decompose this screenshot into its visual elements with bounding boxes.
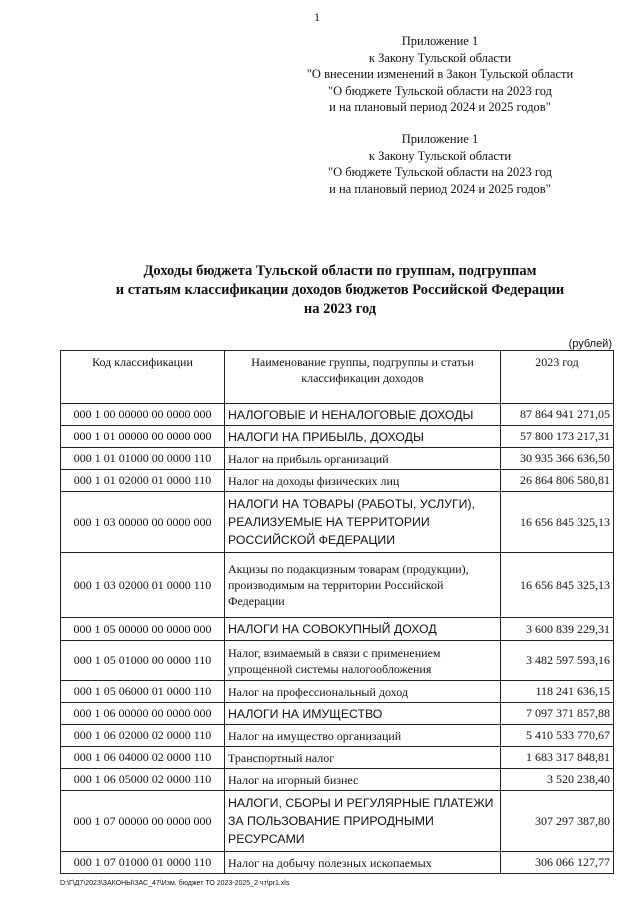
table-row	[61, 681, 614, 703]
row-name: НАЛОГОВЫЕ И НЕНАЛОГОВЫЕ ДОХОДЫ	[225, 404, 501, 426]
title-line: Доходы бюджета Тульской области по группам, подгруппам	[143, 263, 537, 279]
table-row	[61, 618, 614, 641]
units-label: (рублей)	[568, 338, 612, 350]
row-code: 000 1 05 06000 01 0000 110	[61, 681, 225, 703]
row-code: 000 1 01 01000 00 0000 110	[61, 448, 225, 470]
table-row	[61, 725, 614, 747]
row-name: Акцизы по подакцизным товарам (продукции), производимым на территории Российской Федерации	[225, 553, 501, 618]
row-name: Налог на профессиональный доход	[225, 681, 501, 703]
appendix-line: к Закону Тульской области	[368, 50, 512, 65]
row-value: 118 241 636,15	[501, 681, 614, 703]
file-path: D:\Г\Д7\2023\ЗАКОНЫ\ЗАС_47\Изм. бюджет ТО 2023-2025_2 чт\pr1.xls	[60, 880, 290, 887]
row-name: Налог на имущество организаций	[225, 725, 501, 747]
title-line: на 2023 год	[303, 301, 377, 317]
row-value: 306 066 127,77	[501, 852, 614, 874]
row-value: 16 656 845 325,13	[501, 492, 614, 553]
row-code: 000 1 01 00000 00 0000 000	[61, 426, 225, 448]
row-name: Налог на доходы физических лиц	[225, 470, 501, 492]
row-value: 7 097 371 857,88	[501, 703, 614, 725]
title-line: и статьям классификации доходов бюджетов Российской Федерации	[115, 282, 565, 298]
row-name: Налог, взимаемый в связи с применением упрощенной системы налогообложения	[225, 641, 501, 681]
appendix-original	[290, 131, 590, 197]
row-code: 000 1 07 01000 01 0000 110	[61, 852, 225, 874]
row-name: НАЛОГИ, СБОРЫ И РЕГУЛЯРНЫЕ ПЛАТЕЖИ ЗА ПОЛЬЗОВАНИЕ ПРИРОДНЫМИ РЕСУРСАМИ	[225, 791, 501, 852]
row-value: 3 600 839 229,31	[501, 618, 614, 641]
appendix-line: и на плановый период 2024 и 2025 годов"	[329, 181, 551, 196]
row-name: НАЛОГИ НА СОВОКУПНЫЙ ДОХОД	[225, 618, 501, 641]
table-row	[61, 747, 614, 769]
row-value: 5 410 533 770,67	[501, 725, 614, 747]
row-name: Налог на прибыль организаций	[225, 448, 501, 470]
row-code: 000 1 05 01000 00 0000 110	[61, 641, 225, 681]
table-row	[61, 426, 614, 448]
table-row	[61, 470, 614, 492]
row-value: 30 935 366 636,50	[501, 448, 614, 470]
row-value: 57 800 173 217,31	[501, 426, 614, 448]
header-code: Код классификации	[61, 351, 225, 404]
table-header-row	[61, 351, 614, 404]
table-row	[61, 852, 614, 874]
row-name: НАЛОГИ НА ТОВАРЫ (РАБОТЫ, УСЛУГИ), РЕАЛИЗУЕМЫЕ НА ТЕРРИТОРИИ РОССИЙСКОЙ ФЕДЕРАЦИИ	[225, 492, 501, 553]
row-code: 000 1 06 02000 02 0000 110	[61, 725, 225, 747]
table-row	[61, 703, 614, 725]
row-value: 307 297 387,80	[501, 791, 614, 852]
row-code: 000 1 00 00000 00 0000 000	[61, 404, 225, 426]
row-code: 000 1 01 02000 01 0000 110	[61, 470, 225, 492]
appendix-line: Приложение 1	[401, 34, 479, 48]
row-value: 26 864 806 580,81	[501, 470, 614, 492]
appendix-line: "О бюджете Тульской области на 2023 год	[328, 165, 552, 179]
appendix-line: "О бюджете Тульской области на 2023 год	[328, 83, 552, 98]
table-row	[61, 492, 614, 553]
row-value: 3 520 238,40	[501, 769, 614, 791]
row-name: Налог на добычу полезных ископаемых	[225, 852, 501, 874]
row-name: Налог на игорный бизнес	[225, 769, 501, 791]
document-title	[60, 262, 620, 319]
appendix-line: к Закону Тульской области	[368, 148, 512, 163]
table-row	[61, 553, 614, 618]
row-code: 000 1 06 00000 00 0000 000	[61, 703, 225, 725]
header-name: Наименование группы, подгруппы и статьи классификации доходов	[225, 351, 501, 404]
table-row	[61, 769, 614, 791]
row-value: 87 864 941 271,05	[501, 404, 614, 426]
row-code: 000 1 06 05000 02 0000 110	[61, 769, 225, 791]
row-value: 3 482 597 593,16	[501, 641, 614, 681]
row-name: Транспортный налог	[225, 747, 501, 769]
appendix-current	[290, 33, 590, 116]
table-row	[61, 404, 614, 426]
table-row	[61, 791, 614, 852]
page-number: 1	[314, 10, 320, 24]
table-row	[61, 448, 614, 470]
row-code: 000 1 06 04000 02 0000 110	[61, 747, 225, 769]
row-value: 16 656 845 325,13	[501, 553, 614, 618]
row-code: 000 1 07 00000 00 0000 000	[61, 791, 225, 852]
table-row	[61, 641, 614, 681]
row-value: 1 683 317 848,81	[501, 747, 614, 769]
row-code: 000 1 03 02000 01 0000 110	[61, 553, 225, 618]
row-code: 000 1 03 00000 00 0000 000	[61, 492, 225, 553]
row-code: 000 1 05 00000 00 0000 000	[61, 618, 225, 641]
revenue-table	[60, 350, 614, 874]
appendix-line: "О внесении изменений в Закон Тульской области	[306, 67, 574, 81]
header-year: 2023 год	[501, 351, 614, 404]
appendix-line: и на плановый период 2024 и 2025 годов"	[329, 100, 551, 114]
row-name: НАЛОГИ НА ПРИБЫЛЬ, ДОХОДЫ	[225, 426, 501, 448]
row-name: НАЛОГИ НА ИМУЩЕСТВО	[225, 703, 501, 725]
appendix-line: Приложение 1	[401, 132, 479, 146]
